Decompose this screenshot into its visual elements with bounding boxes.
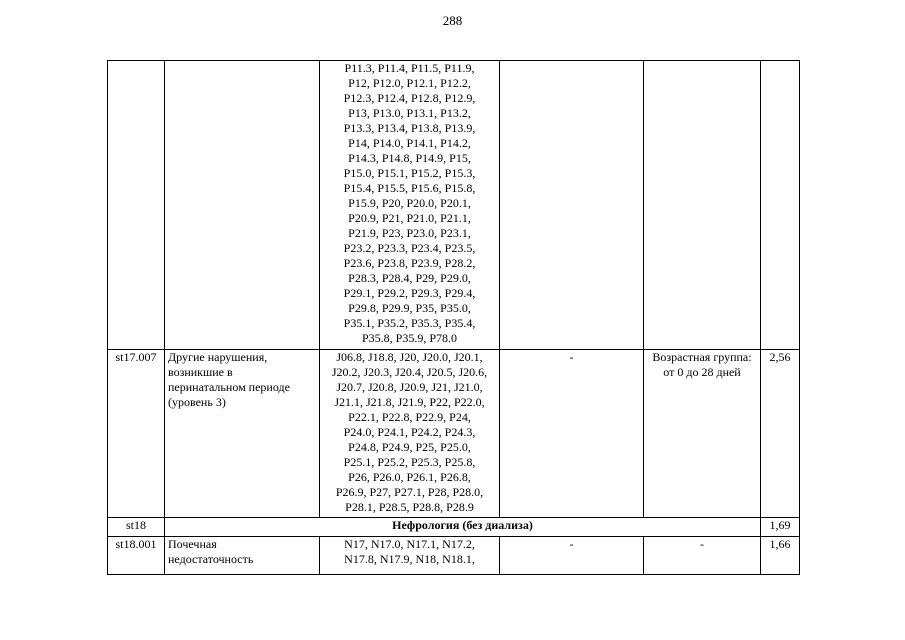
row-coefficient (761, 61, 800, 350)
page-number: 288 (442, 13, 463, 28)
row-procedures: - (500, 537, 644, 575)
row-icd-codes: N17, N17.0, N17.1, N17.2, N17.8, N17.9, N18, N18.1, (320, 537, 500, 575)
row-criteria (644, 61, 761, 350)
table-section-row (108, 518, 800, 537)
row-code (108, 61, 165, 350)
row-icd-codes: J06.8, J18.8, J20, J20.0, J20.1, J20.2, J20.3, J20.4, J20.5, J20.6, J20.7, J20.8, J20.9, J21, J21.0, J21.1, J21.8, J21.9, P22, P22.0, P22.1, P22.8, P22.9, P24, P24.0, P24.1, P24.2, P24.3, P24.8, P24.9, P25, P25.0, P25.1, P25.2, P25.3, P25.8, P26, P26.0, P26.1, P26.8, P26.9, P27, P27.1, P28, P28.0, P28.1, P28.5, P28.8, P28.9 (320, 350, 500, 518)
table-row (108, 350, 800, 518)
row-name (165, 61, 320, 350)
tariff-table (107, 60, 800, 575)
row-coefficient: 2,56 (761, 350, 800, 518)
section-code: st18 (108, 518, 165, 537)
row-name: Другие нарушения, возникшие в перинатальном периоде (уровень 3) (165, 350, 320, 518)
row-procedures (500, 61, 644, 350)
table-row (108, 537, 800, 575)
section-title: Нефрология (без диализа) (165, 518, 761, 537)
row-code: st17.007 (108, 350, 165, 518)
row-coefficient: 1,66 (761, 537, 800, 575)
table-row (108, 61, 800, 350)
row-icd-codes: P11.3, P11.4, P11.5, P11.9, P12, P12.0, P12.1, P12.2, P12.3, P12.4, P12.8, P12.9, P13, P13.0, P13.1, P13.2, P13.3, P13.4, P13.8, P13.9, P14, P14.0, P14.1, P14.2, P14.3, P14.8, P14.9, P15, P15.0, P15.1, P15.2, P15.3, P15.4, P15.5, P15.6, P15.8, P15.9, P20, P20.0, P20.1, P20.9, P21, P21.0, P21.1, P21.9, P23, P23.0, P23.1, P23.2, P23.3, P23.4, P23.5, P23.6, P23.8, P23.9, P28.2, P28.3, P28.4, P29, P29.0, P29.1, P29.2, P29.3, P29.4, P29.8, P29.9, P35, P35.0, P35.1, P35.2, P35.3, P35.4, P35.8, P35.9, P78.0 (320, 61, 500, 350)
section-coefficient: 1,69 (761, 518, 800, 537)
row-criteria: - (644, 537, 761, 575)
row-procedures: - (500, 350, 644, 518)
row-code: st18.001 (108, 537, 165, 575)
row-criteria: Возрастная группа: от 0 до 28 дней (644, 350, 761, 518)
row-name: Почечная недостаточность (165, 537, 320, 575)
